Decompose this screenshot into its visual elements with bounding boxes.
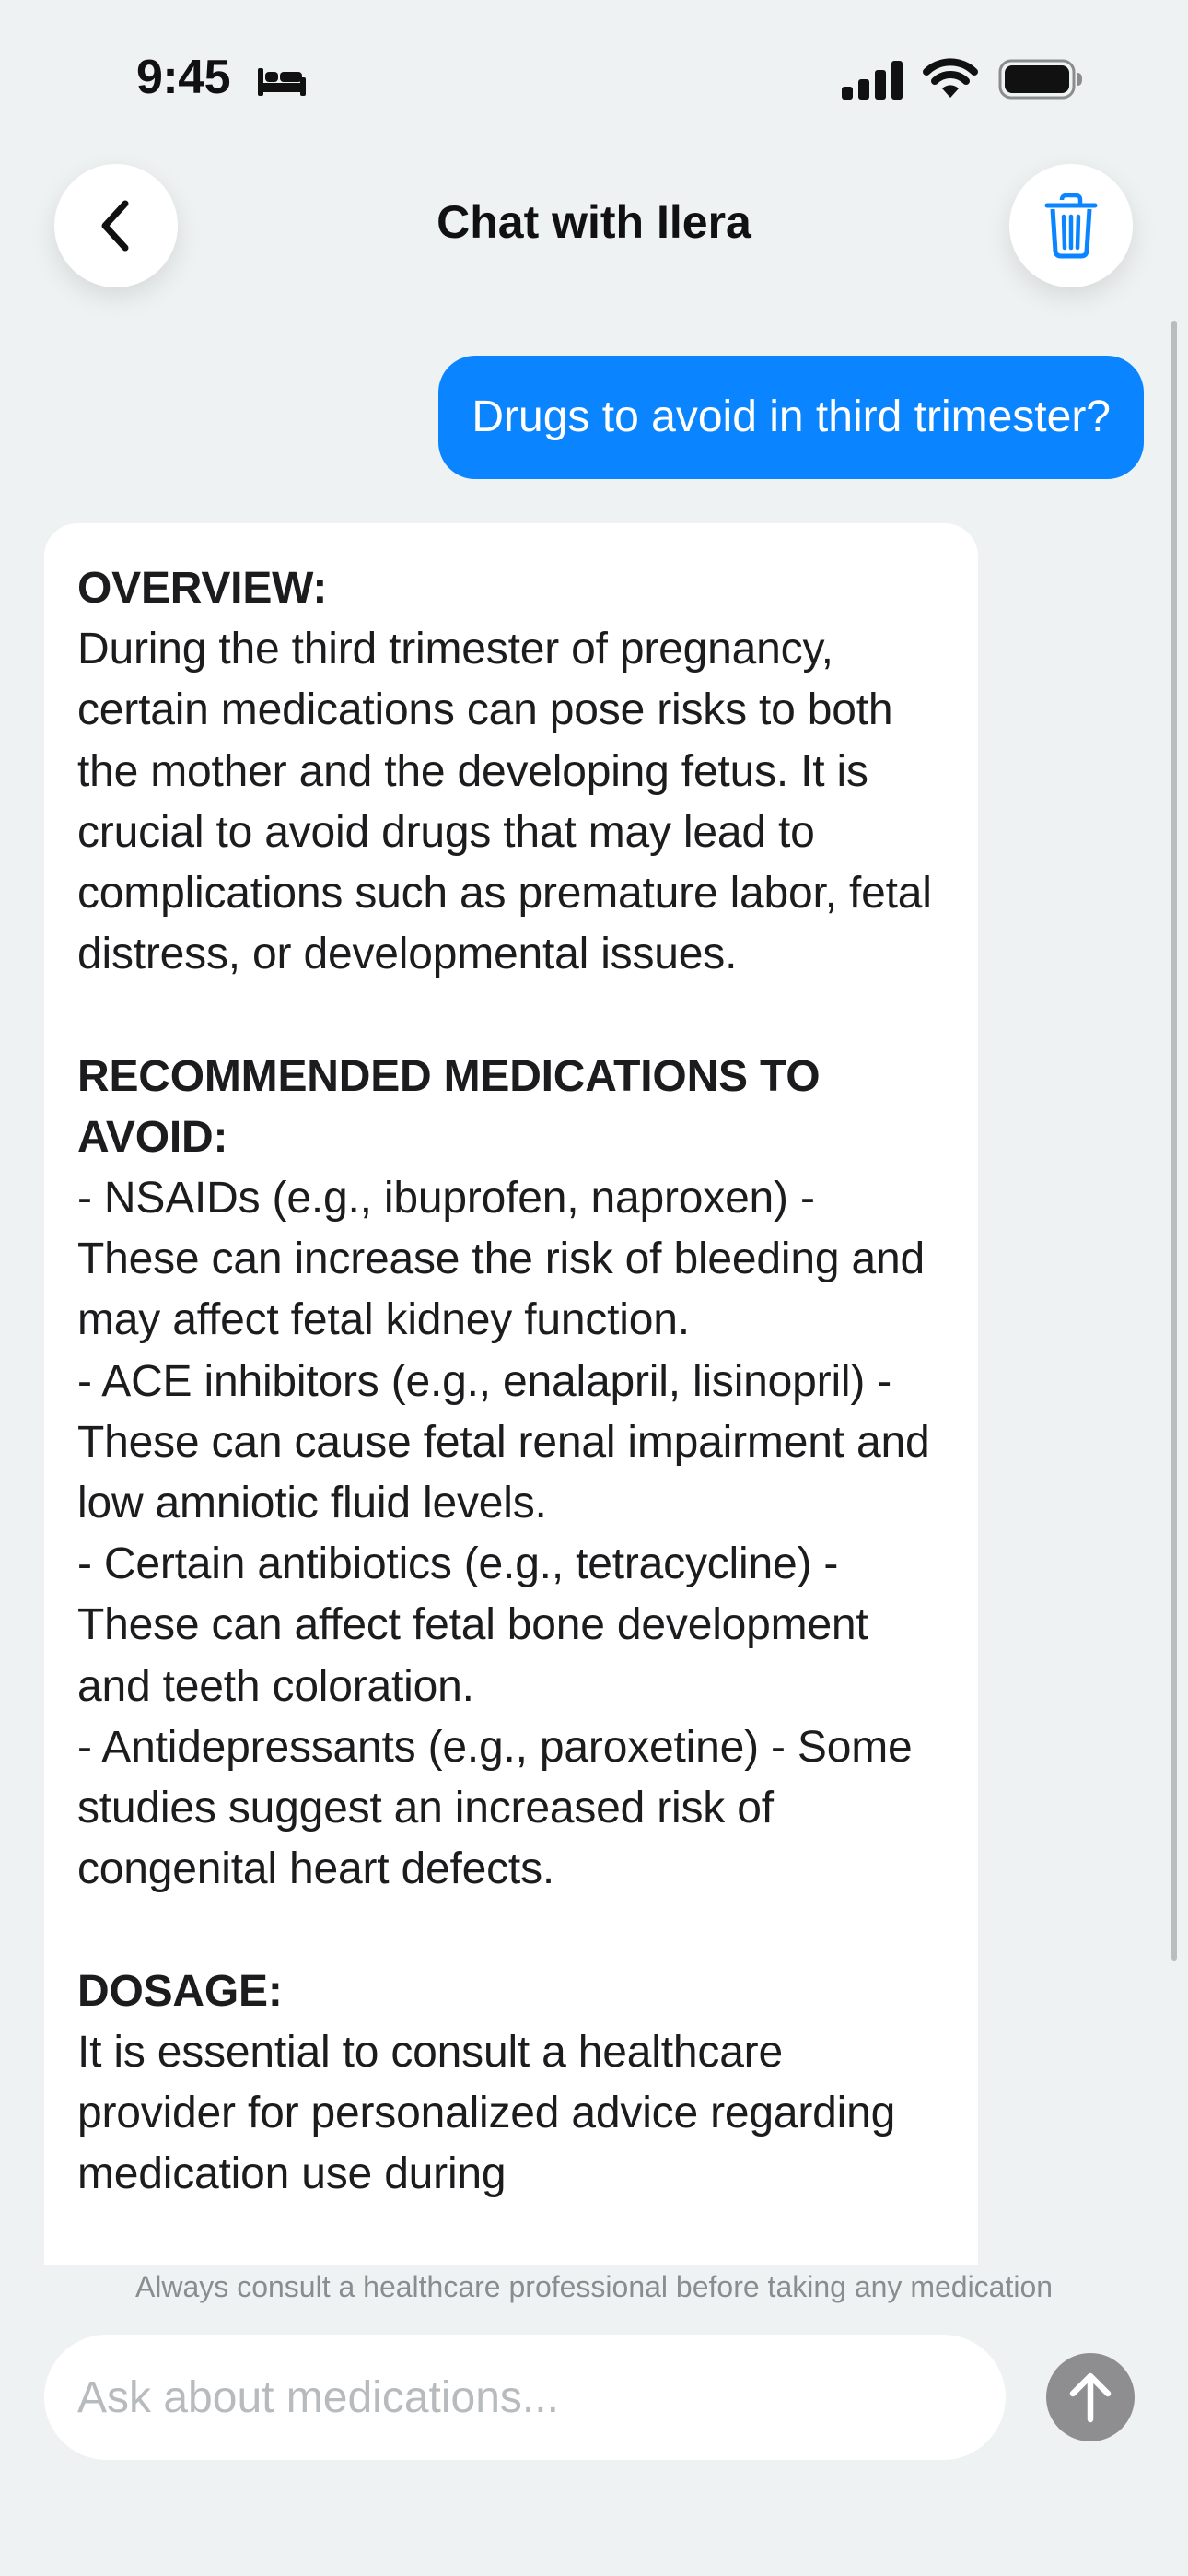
dosage-text: It is essential to consult a healthcare provider for personalized advice regarding medication use during [77, 2027, 908, 2199]
avoid-item: - ACE inhibitors (e.g., enalapril, lisinopril) - These can cause fetal renal impairment and low amniotic fluid levels. [77, 1356, 942, 1528]
avoid-item: - Certain antibiotics (e.g., tetracycline) - These can affect fetal bone development and teeth coloration. [77, 1540, 880, 1711]
disclaimer-text: Always consult a healthcare professional before taking any medication [134, 2270, 1054, 2303]
avoid-item: - NSAIDs (e.g., ibuprofen, naproxen) - These can increase the risk of bleeding and may affect fetal kidney function. [77, 1174, 938, 1345]
bed-icon [256, 64, 308, 98]
wifi-icon [923, 57, 978, 100]
delete-chat-button[interactable] [1009, 164, 1133, 287]
status-bar [0, 0, 1188, 157]
scroll-indicator[interactable] [1171, 321, 1177, 1961]
page-title: Chat with Ilera [437, 196, 751, 248]
trash-icon [1043, 193, 1099, 259]
user-message-bubble: Drugs to avoid in third trimester? [438, 356, 1144, 479]
overview-heading: OVERVIEW: [77, 564, 328, 613]
cellular-signal-icon [842, 61, 904, 100]
message-input-container[interactable] [44, 2335, 1006, 2460]
arrow-up-icon [1067, 2371, 1113, 2423]
chat-header [0, 157, 1188, 295]
battery-icon [998, 59, 1083, 100]
avoid-heading: RECOMMENDED MEDICATIONS TO AVOID: [77, 1051, 831, 1162]
status-time: 9:45 [136, 51, 231, 104]
assistant-message-bubble [44, 523, 978, 2265]
message-input[interactable] [77, 2372, 973, 2423]
avoid-item: - Antidepressants (e.g., paroxetine) - Some studies suggest an increased risk of congenital heart defects. [77, 1722, 925, 1894]
overview-text: During the third trimester of pregnancy, certain medications can pose risks to both the mother and the developing fetus. It is crucial to avoid drugs that may lead to complications such as premature labor, fetal distress, or developmental issues. [77, 625, 944, 979]
send-button[interactable] [1046, 2353, 1135, 2441]
dosage-heading: DOSAGE: [77, 1966, 283, 2016]
assistant-message-text [77, 558, 945, 2205]
